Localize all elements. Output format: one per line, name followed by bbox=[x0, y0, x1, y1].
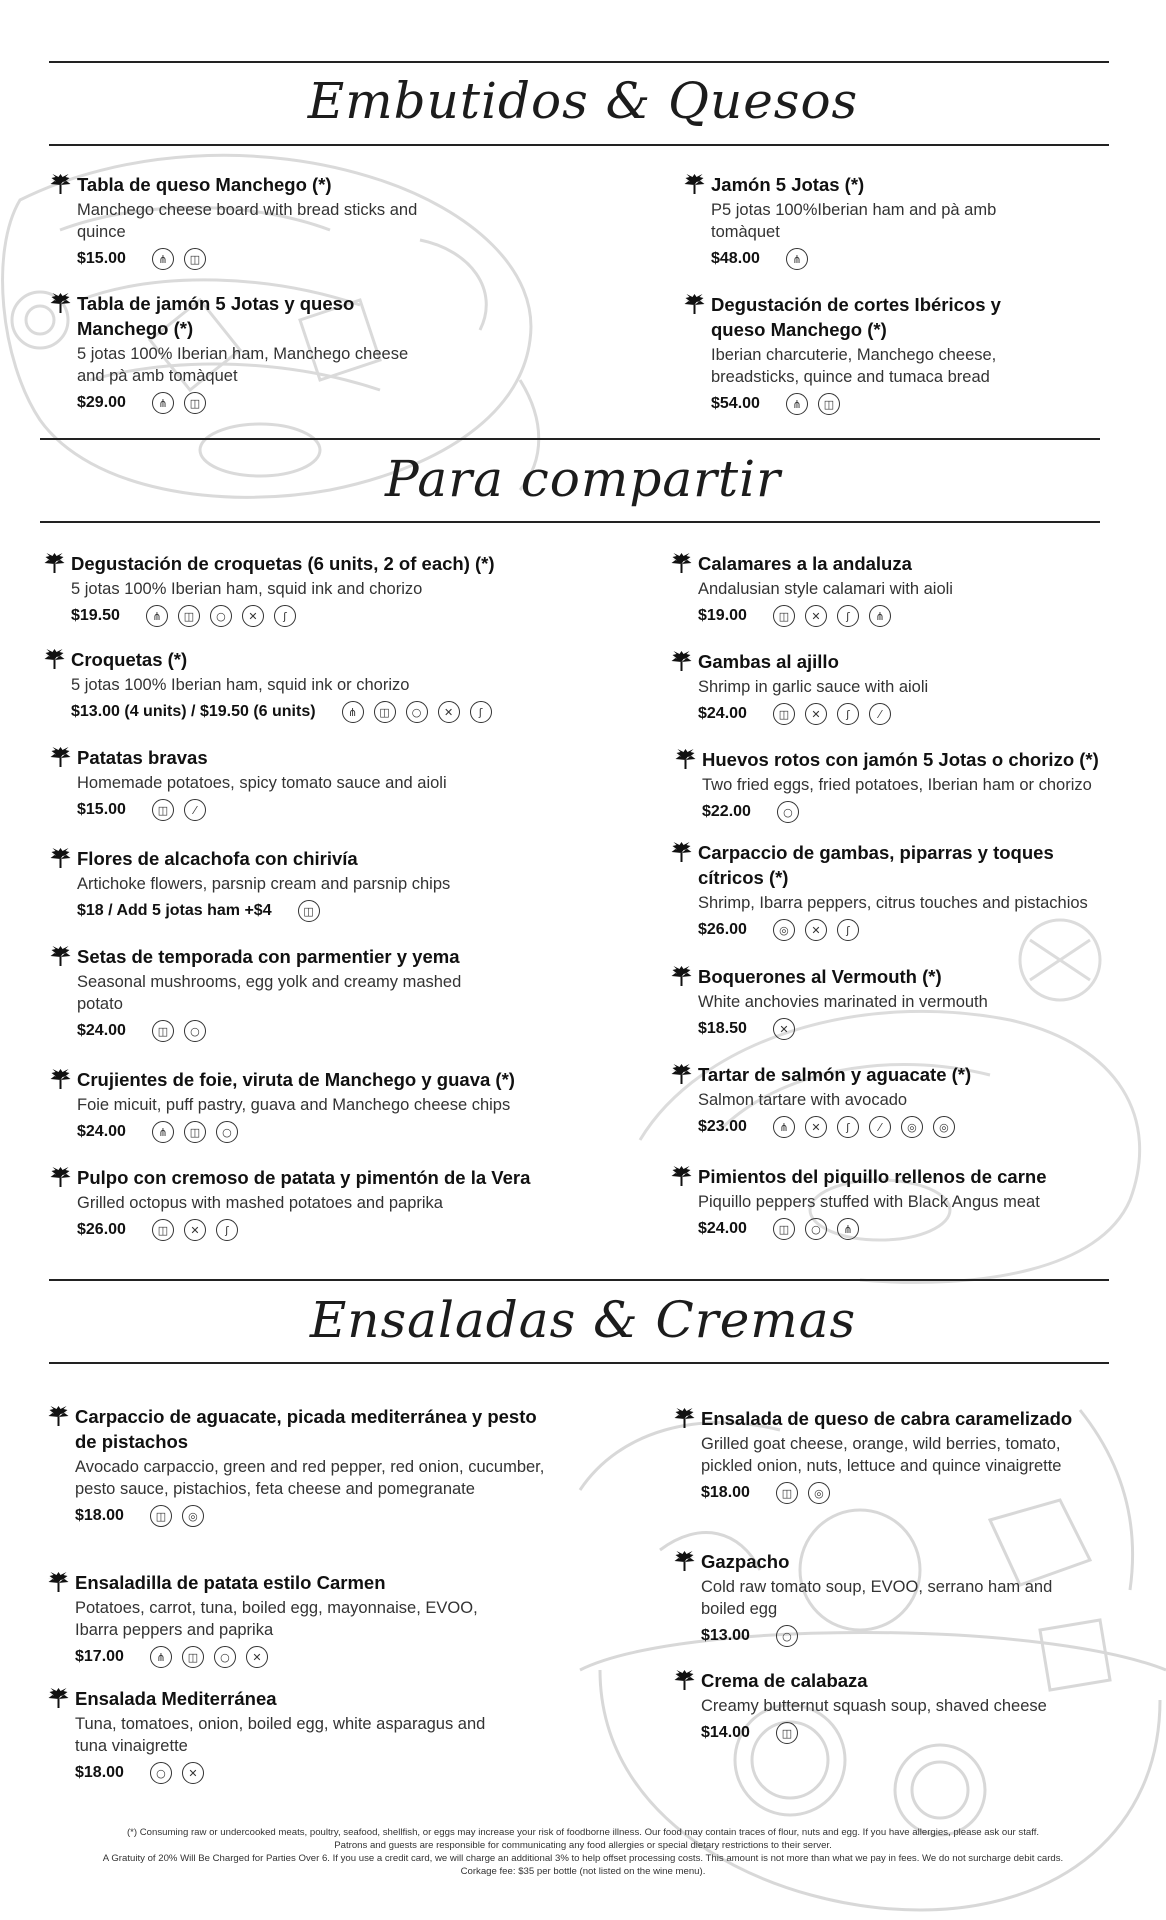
section-rule bbox=[49, 144, 1109, 146]
item-name-text: Gambas al ajillo bbox=[698, 651, 839, 672]
nuts-icon: ◎ bbox=[901, 1116, 923, 1138]
item-name bbox=[670, 649, 1110, 674]
item-name-text: Calamares a la andaluza bbox=[698, 553, 912, 574]
egg-icon: ○ bbox=[184, 1020, 206, 1042]
menu-item bbox=[670, 840, 1090, 941]
item-name-text: Pulpo con cremoso de patata y pimentón de la Vera bbox=[77, 1167, 531, 1188]
menu-item bbox=[43, 551, 583, 627]
leaf-bullet-icon bbox=[673, 1670, 696, 1691]
dairy-icon: ◫ bbox=[182, 1646, 204, 1668]
item-price: $48.00 bbox=[711, 250, 760, 267]
item-name-text: Tabla de queso Manchego (*) bbox=[77, 174, 332, 195]
item-name bbox=[683, 292, 1023, 342]
leaf-bullet-icon bbox=[49, 293, 72, 314]
price-row bbox=[673, 1722, 1073, 1744]
shellfish-icon: ʃ bbox=[837, 919, 859, 941]
allergen-icons bbox=[773, 919, 859, 941]
gluten-icon: ⋔ bbox=[786, 393, 808, 415]
egg-icon: ○ bbox=[777, 801, 799, 823]
menu-item bbox=[670, 964, 1110, 1040]
leaf-bullet-icon bbox=[47, 1688, 70, 1709]
item-description: Creamy butternut squash soup, shaved cheese bbox=[701, 1697, 1047, 1715]
item-price: $19.50 bbox=[71, 607, 120, 624]
allergen-icons bbox=[150, 1505, 204, 1527]
price-row bbox=[670, 1018, 1110, 1040]
nuts-icon: ◎ bbox=[933, 1116, 955, 1138]
menu-item bbox=[670, 1062, 1110, 1138]
item-price: $24.00 bbox=[698, 705, 747, 722]
item-name-text: Carpaccio de gambas, piparras y toques cítricos (*) bbox=[698, 842, 1054, 888]
allergen-icons bbox=[773, 1218, 859, 1240]
fish-icon: ✕ bbox=[242, 605, 264, 627]
item-price: $23.00 bbox=[698, 1118, 747, 1135]
section-title-embutidos: Embutidos & Quesos bbox=[307, 72, 859, 130]
dairy-icon: ◫ bbox=[776, 1722, 798, 1744]
egg-icon: ○ bbox=[406, 701, 428, 723]
item-price: $15.00 bbox=[77, 801, 126, 818]
price-row bbox=[47, 1505, 557, 1527]
mustard-icon: ⁄ bbox=[184, 799, 206, 821]
gluten-icon: ⋔ bbox=[773, 1116, 795, 1138]
leaf-bullet-icon bbox=[49, 174, 72, 195]
item-price: $18.00 bbox=[75, 1507, 124, 1524]
item-name bbox=[49, 172, 429, 197]
shellfish-icon: ʃ bbox=[837, 605, 859, 627]
dairy-icon: ◫ bbox=[152, 1219, 174, 1241]
item-name bbox=[673, 1406, 1073, 1431]
leaf-bullet-icon bbox=[47, 1406, 70, 1427]
item-price: $26.00 bbox=[698, 921, 747, 938]
item-price: $15.00 bbox=[77, 250, 126, 267]
item-description: Piquillo peppers stuffed with Black Angus meat bbox=[698, 1193, 1040, 1211]
leaf-bullet-icon bbox=[43, 649, 66, 670]
item-description: Seasonal mushrooms, egg yolk and creamy mashed potato bbox=[77, 973, 462, 1013]
gluten-icon: ⋔ bbox=[152, 1121, 174, 1143]
leaf-bullet-icon bbox=[670, 553, 693, 574]
leaf-bullet-icon bbox=[49, 1069, 72, 1090]
section-title-compartir: Para compartir bbox=[384, 450, 782, 508]
leaf-bullet-icon bbox=[670, 842, 693, 863]
item-name bbox=[670, 840, 1090, 890]
nuts-icon: ◎ bbox=[182, 1505, 204, 1527]
leaf-bullet-icon bbox=[673, 1408, 696, 1429]
menu-item bbox=[673, 1549, 1073, 1647]
dairy-icon: ◫ bbox=[184, 392, 206, 414]
egg-icon: ○ bbox=[210, 605, 232, 627]
menu-item bbox=[47, 1570, 507, 1668]
item-name-text: Carpaccio de aguacate, picada mediterránea y pesto de pistachos bbox=[75, 1406, 537, 1452]
allergen-icons bbox=[786, 248, 808, 270]
gluten-icon: ⋔ bbox=[837, 1218, 859, 1240]
price-row bbox=[683, 248, 1013, 270]
item-price: $18.00 bbox=[701, 1484, 750, 1501]
price-row bbox=[670, 703, 1110, 725]
item-description: Grilled goat cheese, orange, wild berries, tomato, pickled onion, nuts, lettuce and quince vinaigrette bbox=[701, 1435, 1062, 1475]
shellfish-icon: ʃ bbox=[470, 701, 492, 723]
footer-line: A Gratuity of 20% Will Be Charged for Parties Over 6. If you use a credit card, we will charge an additional 3% to help offset processing costs. This amount is not more than what we pay in fees. We do not surcharge debit cards. bbox=[102, 1853, 1064, 1864]
item-name-text: Croquetas (*) bbox=[71, 649, 188, 670]
menu-item bbox=[47, 1404, 557, 1527]
dairy-icon: ◫ bbox=[776, 1482, 798, 1504]
leaf-bullet-icon bbox=[670, 651, 693, 672]
item-description: 5 jotas 100% Iberian ham, squid ink or chorizo bbox=[71, 676, 410, 694]
price-row bbox=[683, 393, 1023, 415]
allergen-icons bbox=[152, 1121, 238, 1143]
item-description: Two fried eggs, fried potatoes, Iberian ham or chorizo bbox=[702, 776, 1092, 794]
price-row bbox=[49, 900, 529, 922]
item-name bbox=[49, 745, 529, 770]
item-name bbox=[670, 1062, 1110, 1087]
price-row bbox=[49, 799, 529, 821]
leaf-bullet-icon bbox=[670, 966, 693, 987]
footer-line: Corkage fee: $35 per bottle (not listed on the wine menu). bbox=[460, 1866, 706, 1877]
item-description: Salmon tartare with avocado bbox=[698, 1091, 908, 1109]
item-name bbox=[49, 1067, 589, 1092]
menu-item bbox=[674, 747, 1134, 823]
leaf-bullet-icon bbox=[670, 1064, 693, 1085]
menu-item bbox=[683, 292, 1023, 415]
gluten-icon: ⋔ bbox=[786, 248, 808, 270]
menu-item bbox=[43, 647, 583, 723]
item-name-text: Jamón 5 Jotas (*) bbox=[711, 174, 865, 195]
footer-line: Patrons and guests are responsible for communicating any food allergies or special dietary restrictions to their server. bbox=[334, 1840, 832, 1851]
price-row bbox=[673, 1625, 1073, 1647]
allergen-icons bbox=[152, 1219, 238, 1241]
item-description: Manchego cheese board with bread sticks and quince bbox=[77, 201, 418, 241]
fish-icon: ✕ bbox=[805, 605, 827, 627]
dairy-icon: ◫ bbox=[152, 799, 174, 821]
price-row bbox=[670, 1218, 1130, 1240]
leaf-bullet-icon bbox=[47, 1572, 70, 1593]
fish-icon: ✕ bbox=[805, 919, 827, 941]
item-name bbox=[670, 551, 1110, 576]
menu-item bbox=[49, 745, 529, 821]
price-row bbox=[47, 1762, 507, 1784]
item-name-text: Flores de alcachofa con chirivía bbox=[77, 848, 358, 869]
fish-icon: ✕ bbox=[184, 1219, 206, 1241]
allergen-icons bbox=[146, 605, 296, 627]
dairy-icon: ◫ bbox=[818, 393, 840, 415]
item-name bbox=[43, 647, 583, 672]
item-name-text: Pimientos del piquillo rellenos de carne bbox=[698, 1166, 1047, 1187]
shellfish-icon: ʃ bbox=[837, 1116, 859, 1138]
item-price: $24.00 bbox=[698, 1220, 747, 1237]
dairy-icon: ◫ bbox=[773, 703, 795, 725]
section-rule bbox=[49, 1279, 1109, 1281]
price-row bbox=[673, 1482, 1073, 1504]
item-description: Cold raw tomato soup, EVOO, serrano ham and boiled egg bbox=[701, 1578, 1053, 1618]
item-price: $17.00 bbox=[75, 1648, 124, 1665]
item-name bbox=[47, 1570, 507, 1595]
item-name-text: Tartar de salmón y aguacate (*) bbox=[698, 1064, 972, 1085]
menu-item bbox=[49, 944, 479, 1042]
item-name bbox=[683, 172, 1013, 197]
dairy-icon: ◫ bbox=[374, 701, 396, 723]
item-name bbox=[49, 1165, 589, 1190]
leaf-bullet-icon bbox=[683, 174, 706, 195]
egg-icon: ○ bbox=[216, 1121, 238, 1143]
item-description: P5 jotas 100%Iberian ham and pà amb tomàquet bbox=[711, 201, 997, 241]
section-rule bbox=[40, 438, 1100, 440]
leaf-bullet-icon bbox=[674, 749, 697, 770]
menu-item bbox=[670, 551, 1110, 627]
menu-item bbox=[49, 846, 529, 922]
item-name bbox=[670, 1164, 1130, 1189]
item-name-text: Ensaladilla de patata estilo Carmen bbox=[75, 1572, 386, 1593]
dairy-icon: ◫ bbox=[298, 900, 320, 922]
item-description: Artichoke flowers, parsnip cream and parsnip chips bbox=[77, 875, 451, 893]
item-price: $13.00 (4 units) / $19.50 (6 units) bbox=[71, 703, 316, 720]
item-name bbox=[673, 1549, 1073, 1574]
leaf-bullet-icon bbox=[49, 747, 72, 768]
menu-item bbox=[49, 291, 429, 414]
item-name-text: Ensalada Mediterránea bbox=[75, 1688, 277, 1709]
item-description: 5 jotas 100% Iberian ham, squid ink and chorizo bbox=[71, 580, 423, 598]
item-name bbox=[674, 747, 1134, 772]
item-name-text: Degustación de croquetas (6 units, 2 of each) (*) bbox=[71, 553, 495, 574]
allergen-icons bbox=[773, 605, 891, 627]
price-row bbox=[670, 605, 1110, 627]
menu-item bbox=[47, 1686, 507, 1784]
item-price: $13.00 bbox=[701, 1627, 750, 1644]
item-price: $22.00 bbox=[702, 803, 751, 820]
item-name-text: Ensalada de queso de cabra caramelizado bbox=[701, 1408, 1073, 1429]
price-row bbox=[674, 801, 1134, 823]
item-name-text: Huevos rotos con jamón 5 Jotas o chorizo (*) bbox=[702, 749, 1099, 770]
menu-item bbox=[670, 1164, 1130, 1240]
item-name-text: Patatas bravas bbox=[77, 747, 208, 768]
shellfish-icon: ʃ bbox=[837, 703, 859, 725]
menu-item bbox=[49, 172, 429, 270]
item-price: $26.00 bbox=[77, 1221, 126, 1238]
price-row bbox=[49, 1219, 589, 1241]
shellfish-icon: ʃ bbox=[216, 1219, 238, 1241]
item-name-text: Crema de calabaza bbox=[701, 1670, 868, 1691]
item-name-text: Degustación de cortes Ibéricos y queso Manchego (*) bbox=[711, 294, 1001, 340]
item-name-text: Setas de temporada con parmentier y yema bbox=[77, 946, 460, 967]
price-row bbox=[670, 919, 1090, 941]
allergen-icons bbox=[776, 1482, 830, 1504]
fish-icon: ✕ bbox=[805, 703, 827, 725]
top-rule bbox=[49, 61, 1109, 63]
leaf-bullet-icon bbox=[43, 553, 66, 574]
gluten-icon: ⋔ bbox=[342, 701, 364, 723]
item-name bbox=[673, 1668, 1073, 1693]
dairy-icon: ◫ bbox=[184, 1121, 206, 1143]
item-name bbox=[43, 551, 583, 576]
section-title-ensaladas: Ensaladas & Cremas bbox=[309, 1291, 857, 1349]
egg-icon: ○ bbox=[214, 1646, 236, 1668]
price-row bbox=[49, 1121, 589, 1143]
allergen-icons bbox=[152, 392, 206, 414]
item-name-text: Crujientes de foie, viruta de Manchego y guava (*) bbox=[77, 1069, 515, 1090]
price-row bbox=[47, 1646, 507, 1668]
item-description: 5 jotas 100% Iberian ham, Manchego cheese and pà amb tomàquet bbox=[77, 345, 409, 385]
footer-disclaimer bbox=[60, 1826, 1106, 1878]
price-row bbox=[43, 605, 583, 627]
mustard-icon: ⁄ bbox=[869, 1116, 891, 1138]
gluten-icon: ⋔ bbox=[869, 605, 891, 627]
item-name bbox=[49, 846, 529, 871]
menu-item bbox=[673, 1668, 1073, 1744]
menu-item bbox=[670, 649, 1110, 725]
item-description: White anchovies marinated in vermouth bbox=[698, 993, 988, 1011]
item-name bbox=[49, 944, 479, 969]
dairy-icon: ◫ bbox=[150, 1505, 172, 1527]
item-description: Tuna, tomatoes, onion, boiled egg, white asparagus and tuna vinaigrette bbox=[75, 1715, 486, 1755]
price-row bbox=[43, 701, 583, 723]
item-name bbox=[49, 291, 429, 341]
fish-icon: ✕ bbox=[773, 1018, 795, 1040]
item-price: $18 / Add 5 jotas ham +$4 bbox=[77, 902, 272, 919]
item-description: Shrimp, Ibarra peppers, citrus touches and pistachios bbox=[698, 894, 1088, 912]
egg-icon: ○ bbox=[776, 1625, 798, 1647]
leaf-bullet-icon bbox=[673, 1551, 696, 1572]
fish-icon: ✕ bbox=[246, 1646, 268, 1668]
allergen-icons bbox=[152, 1020, 206, 1042]
price-row bbox=[670, 1116, 1110, 1138]
item-description: Potatoes, carrot, tuna, boiled egg, mayonnaise, EVOO, Ibarra peppers and paprika bbox=[75, 1599, 478, 1639]
section-rule bbox=[49, 1362, 1109, 1364]
gluten-icon: ⋔ bbox=[150, 1646, 172, 1668]
nuts-icon: ◎ bbox=[808, 1482, 830, 1504]
item-description: Andalusian style calamari with aioli bbox=[698, 580, 953, 598]
item-name bbox=[47, 1404, 557, 1454]
dairy-icon: ◫ bbox=[178, 605, 200, 627]
allergen-icons bbox=[298, 900, 320, 922]
item-description: Iberian charcuterie, Manchego cheese, breadsticks, quince and tumaca bread bbox=[711, 346, 997, 386]
allergen-icons bbox=[773, 703, 891, 725]
dairy-icon: ◫ bbox=[152, 1020, 174, 1042]
nuts-icon: ◎ bbox=[773, 919, 795, 941]
price-row bbox=[49, 1020, 479, 1042]
item-description: Grilled octopus with mashed potatoes and paprika bbox=[77, 1194, 443, 1212]
leaf-bullet-icon bbox=[670, 1166, 693, 1187]
item-name bbox=[670, 964, 1110, 989]
price-row bbox=[49, 392, 429, 414]
allergen-icons bbox=[342, 701, 492, 723]
leaf-bullet-icon bbox=[49, 848, 72, 869]
item-name-text: Tabla de jamón 5 Jotas y queso Manchego (*) bbox=[77, 293, 355, 339]
item-price: $18.50 bbox=[698, 1020, 747, 1037]
item-description: Shrimp in garlic sauce with aioli bbox=[698, 678, 929, 696]
item-price: $18.00 bbox=[75, 1764, 124, 1781]
item-description: Foie micuit, puff pastry, guava and Manchego cheese chips bbox=[77, 1096, 511, 1114]
allergen-icons bbox=[773, 1018, 795, 1040]
leaf-bullet-icon bbox=[683, 294, 706, 315]
dairy-icon: ◫ bbox=[773, 1218, 795, 1240]
dairy-icon: ◫ bbox=[773, 605, 795, 627]
allergen-icons bbox=[776, 1722, 798, 1744]
item-name-text: Gazpacho bbox=[701, 1551, 790, 1572]
gluten-icon: ⋔ bbox=[152, 248, 174, 270]
gluten-icon: ⋔ bbox=[146, 605, 168, 627]
mustard-icon: ⁄ bbox=[869, 703, 891, 725]
egg-icon: ○ bbox=[805, 1218, 827, 1240]
item-price: $29.00 bbox=[77, 394, 126, 411]
leaf-bullet-icon bbox=[49, 946, 72, 967]
item-price: $24.00 bbox=[77, 1022, 126, 1039]
allergen-icons bbox=[150, 1762, 204, 1784]
fish-icon: ✕ bbox=[182, 1762, 204, 1784]
allergen-icons bbox=[776, 1625, 798, 1647]
item-price: $19.00 bbox=[698, 607, 747, 624]
item-name-text: Boquerones al Vermouth (*) bbox=[698, 966, 942, 987]
item-price: $14.00 bbox=[701, 1724, 750, 1741]
egg-icon: ○ bbox=[150, 1762, 172, 1784]
menu-item bbox=[49, 1067, 589, 1143]
shellfish-icon: ʃ bbox=[274, 605, 296, 627]
leaf-bullet-icon bbox=[49, 1167, 72, 1188]
menu-item bbox=[49, 1165, 589, 1241]
fish-icon: ✕ bbox=[438, 701, 460, 723]
footer-line: (*) Consuming raw or undercooked meats, poultry, seafood, shellfish, or eggs may increase your risk of foodborne illness. Our food may contain traces of flour, nuts and egg. If you have allergies, please ask our staff. bbox=[126, 1827, 1040, 1838]
allergen-icons bbox=[152, 248, 206, 270]
menu-item bbox=[673, 1406, 1073, 1504]
allergen-icons bbox=[150, 1646, 268, 1668]
fish-icon: ✕ bbox=[805, 1116, 827, 1138]
allergen-icons bbox=[152, 799, 206, 821]
allergen-icons bbox=[777, 801, 799, 823]
item-price: $24.00 bbox=[77, 1123, 126, 1140]
allergen-icons bbox=[773, 1116, 955, 1138]
allergen-icons bbox=[786, 393, 840, 415]
section-rule bbox=[40, 521, 1100, 523]
dairy-icon: ◫ bbox=[184, 248, 206, 270]
item-price: $54.00 bbox=[711, 395, 760, 412]
item-name bbox=[47, 1686, 507, 1711]
item-description: Avocado carpaccio, green and red pepper, red onion, cucumber, pesto sauce, pistachios, feta cheese and pomegranate bbox=[75, 1458, 545, 1498]
price-row bbox=[49, 248, 429, 270]
item-description: Homemade potatoes, spicy tomato sauce and aioli bbox=[77, 774, 447, 792]
gluten-icon: ⋔ bbox=[152, 392, 174, 414]
menu-item bbox=[683, 172, 1013, 270]
